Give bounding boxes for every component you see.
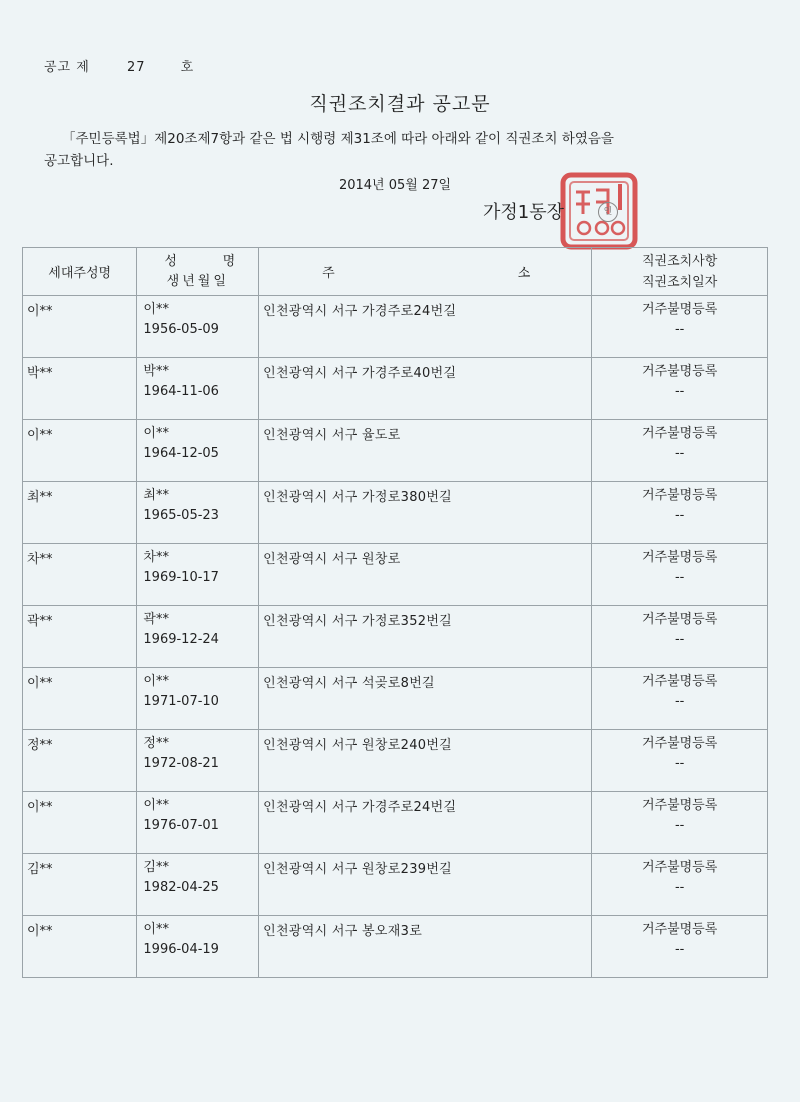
cell-action-date: --	[674, 942, 685, 957]
cell-name: 이**	[143, 426, 169, 441]
header-address-right: 소	[517, 266, 531, 281]
cell-action-date: --	[674, 446, 685, 461]
cell-household-head: 이**	[23, 420, 137, 482]
cell-action	[592, 482, 768, 544]
cell-address: 인천광역시 서구 가정로380번길	[259, 482, 592, 544]
table-row	[23, 854, 768, 916]
cell-action-type: 거주불명등록	[641, 302, 718, 317]
cell-name: 곽**	[143, 612, 169, 627]
cell-household-head: 이**	[23, 916, 137, 978]
cell-person	[137, 730, 259, 792]
cell-person	[137, 482, 259, 544]
cell-birth: 1965-05-23	[143, 508, 219, 523]
cell-action-type: 거주불명등록	[641, 798, 718, 813]
cell-action-type: 거주불명등록	[641, 426, 718, 441]
cell-name: 이**	[143, 674, 169, 689]
cell-birth: 1964-11-06	[143, 384, 219, 399]
header-household-head: 세대주성명	[23, 248, 137, 296]
table-row	[23, 358, 768, 420]
cell-person	[137, 792, 259, 854]
seal-mark: 인	[598, 202, 618, 222]
cell-household-head: 최**	[23, 482, 137, 544]
header-action	[592, 248, 768, 296]
header-address	[259, 248, 592, 296]
cell-action-date: --	[674, 570, 685, 585]
cell-action	[592, 854, 768, 916]
cell-action-date: --	[674, 694, 685, 709]
header-name-left: 성	[164, 253, 177, 269]
cell-action	[592, 420, 768, 482]
cell-action-date: --	[674, 880, 685, 895]
cell-person	[137, 606, 259, 668]
table-row	[23, 544, 768, 606]
cell-household-head: 정**	[23, 730, 137, 792]
cell-action-type: 거주불명등록	[641, 674, 718, 689]
header-name-right: 명	[222, 253, 236, 269]
table-row	[23, 482, 768, 544]
notice-number-suffix: 호	[180, 60, 195, 75]
cell-household-head: 이**	[23, 296, 137, 358]
cell-birth: 1964-12-05	[143, 446, 219, 461]
notice-date: 2014년 05월 27일	[338, 178, 452, 193]
cell-action-date: --	[674, 384, 685, 399]
cell-name: 김**	[143, 860, 169, 875]
cell-birth: 1972-08-21	[143, 756, 219, 771]
table-row	[23, 606, 768, 668]
notice-body-line2: 공고합니다.	[44, 153, 114, 169]
cell-birth: 1982-04-25	[143, 880, 219, 895]
measures-table	[22, 247, 768, 978]
cell-name: 박**	[143, 364, 169, 379]
notice-number-prefix: 공고 제	[44, 60, 90, 75]
cell-address: 인천광역시 서구 원창로	[259, 544, 592, 606]
header-address-left: 주	[322, 266, 335, 281]
cell-birth: 1969-10-17	[143, 570, 219, 585]
cell-address: 인천광역시 서구 원창로240번길	[259, 730, 592, 792]
table-row	[23, 916, 768, 978]
cell-birth: 1956-05-09	[143, 322, 219, 337]
cell-action-type: 거주불명등록	[641, 922, 718, 937]
cell-action	[592, 668, 768, 730]
notice-number-value: 27	[126, 60, 146, 75]
table-row	[23, 730, 768, 792]
cell-action-date: --	[674, 508, 685, 523]
signer-name: 가정1동장	[483, 202, 565, 223]
cell-address: 인천광역시 서구 가정로352번길	[259, 606, 592, 668]
cell-address: 인천광역시 서구 가경주로24번길	[259, 792, 592, 854]
cell-person	[137, 668, 259, 730]
cell-address: 인천광역시 서구 봉오재3로	[259, 916, 592, 978]
notice-body-line1: 「주민등록법」제20조제7항과 같은 법 시행령 제31조에 따라 아래와 같이 직권조치 하였음을	[62, 131, 614, 147]
cell-name: 이**	[143, 302, 169, 317]
cell-address: 인천광역시 서구 석곶로8번길	[259, 668, 592, 730]
table-row	[23, 668, 768, 730]
cell-action-type: 거주불명등록	[641, 612, 718, 627]
table-row	[23, 792, 768, 854]
cell-person	[137, 358, 259, 420]
page-title: 직권조치결과 공고문	[309, 93, 491, 115]
cell-birth: 1976-07-01	[143, 818, 219, 833]
cell-action-type: 거주불명등록	[641, 860, 718, 875]
cell-action-date: --	[674, 756, 685, 771]
cell-household-head: 차**	[23, 544, 137, 606]
cell-name: 최**	[143, 488, 169, 503]
notice-number	[44, 56, 194, 75]
cell-action	[592, 544, 768, 606]
cell-action-type: 거주불명등록	[641, 364, 718, 379]
cell-household-head: 이**	[23, 668, 137, 730]
table-row	[23, 296, 768, 358]
header-name-birth	[137, 248, 259, 296]
cell-action-date: --	[674, 322, 685, 337]
cell-address: 인천광역시 서구 원창로239번길	[259, 854, 592, 916]
cell-action	[592, 730, 768, 792]
cell-name: 이**	[143, 798, 169, 813]
cell-name: 이**	[143, 922, 169, 937]
cell-birth: 1971-07-10	[143, 694, 219, 709]
cell-household-head: 곽**	[23, 606, 137, 668]
cell-address: 인천광역시 서구 율도로	[259, 420, 592, 482]
cell-household-head: 박**	[23, 358, 137, 420]
cell-person	[137, 420, 259, 482]
cell-name: 차**	[143, 550, 169, 565]
cell-birth: 1969-12-24	[143, 632, 219, 647]
cell-person	[137, 916, 259, 978]
cell-action	[592, 358, 768, 420]
cell-birth: 1996-04-19	[143, 942, 219, 957]
cell-action	[592, 916, 768, 978]
header-action-line1: 직권조치사항	[641, 253, 718, 269]
cell-household-head: 이**	[23, 792, 137, 854]
cell-action	[592, 296, 768, 358]
header-action-line2: 직권조치일자	[641, 274, 718, 290]
cell-action-type: 거주불명등록	[641, 488, 718, 503]
header-birth-date: 생년월일	[166, 273, 229, 289]
cell-action-date: --	[674, 632, 685, 647]
cell-address: 인천광역시 서구 가경주로40번길	[259, 358, 592, 420]
notice-body	[44, 128, 744, 172]
cell-action-type: 거주불명등록	[641, 736, 718, 751]
cell-person	[137, 544, 259, 606]
cell-name: 정**	[143, 736, 169, 751]
cell-action-date: --	[674, 818, 685, 833]
cell-address: 인천광역시 서구 가경주로24번길	[259, 296, 592, 358]
cell-person	[137, 854, 259, 916]
table-row	[23, 420, 768, 482]
cell-household-head: 김**	[23, 854, 137, 916]
cell-person	[137, 296, 259, 358]
cell-action-type: 거주불명등록	[641, 550, 718, 565]
cell-action	[592, 606, 768, 668]
cell-action	[592, 792, 768, 854]
table-header-row	[23, 248, 768, 296]
